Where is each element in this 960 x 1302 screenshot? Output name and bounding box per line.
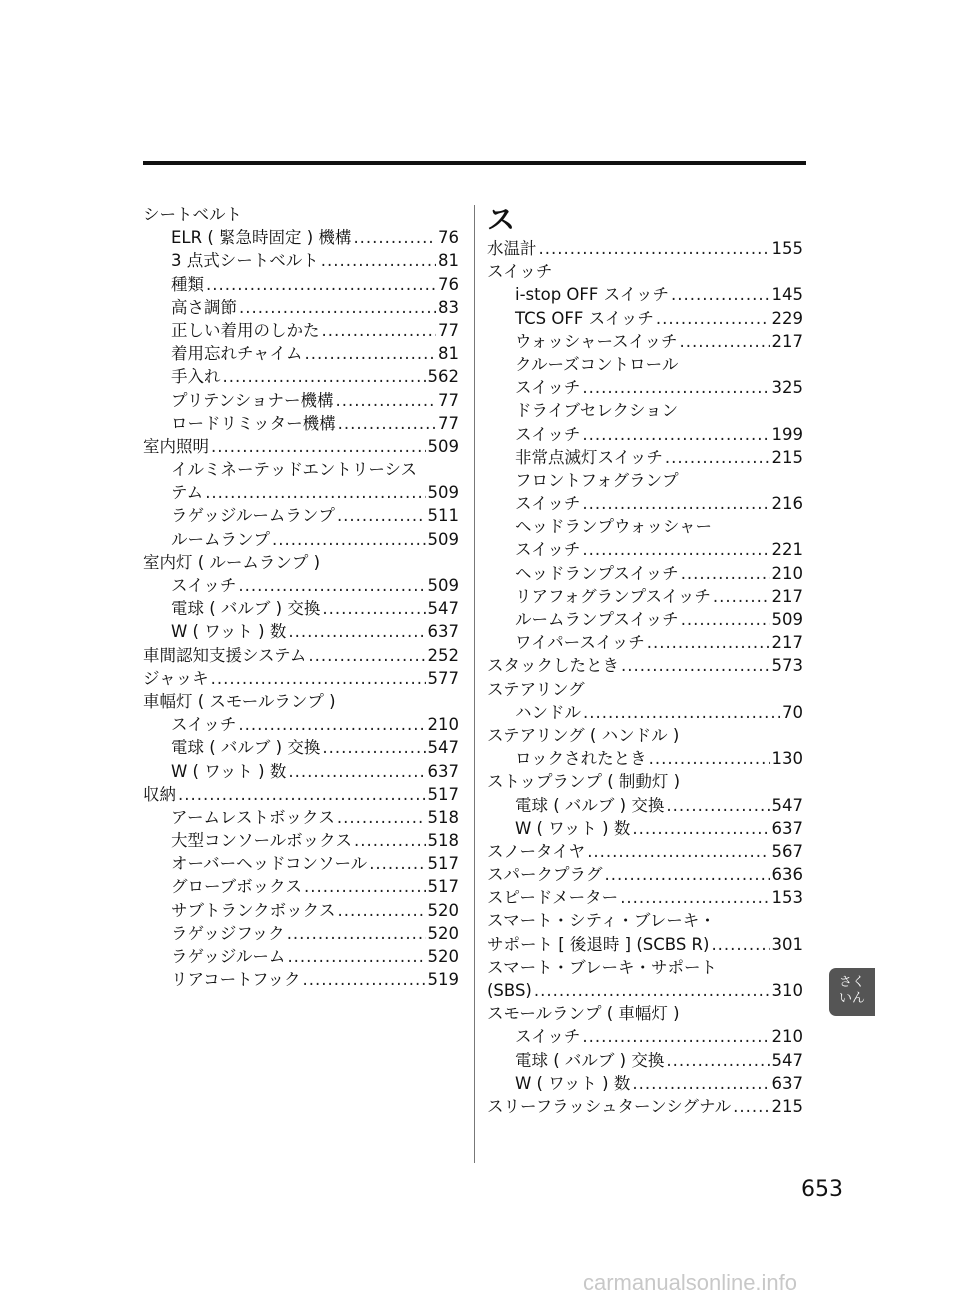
- entry-page: 511: [427, 506, 459, 526]
- entry-text: 電球 ( バルブ ) 交換: [515, 795, 665, 815]
- entry-page: 217: [771, 331, 803, 351]
- index-entry[interactable]: [487, 283, 803, 306]
- entry-page: 301: [771, 934, 803, 954]
- index-entry[interactable]: [143, 644, 459, 667]
- entry-page: 547: [427, 599, 459, 619]
- entry-text: ラゲッジルーム: [171, 947, 286, 966]
- entry-page: 518: [427, 807, 459, 827]
- dot-leader: [632, 1072, 769, 1095]
- index-entry[interactable]: [143, 829, 459, 852]
- entry-page: 519: [427, 970, 459, 990]
- entry-text: 正しい着用のしかた: [171, 320, 320, 340]
- entry-text: ELR ( 緊急時固定 ) 機構: [171, 228, 352, 248]
- index-entry[interactable]: [487, 863, 803, 886]
- entry-text: 車幅灯 ( スモールランプ ): [143, 691, 336, 711]
- index-entry[interactable]: [487, 1025, 803, 1048]
- dot-leader: [211, 435, 426, 458]
- entry-text: 室内照明: [143, 436, 209, 456]
- index-entry[interactable]: [143, 203, 459, 226]
- index-entry[interactable]: [487, 562, 803, 585]
- dot-leader: [338, 412, 436, 435]
- index-entry[interactable]: [143, 620, 459, 643]
- dot-leader: [211, 667, 426, 690]
- dot-leader: [337, 806, 426, 829]
- entry-page: 229: [771, 308, 803, 328]
- index-entry[interactable]: [143, 713, 459, 736]
- entry-page: 81: [438, 251, 459, 271]
- dot-leader: [272, 528, 426, 551]
- index-entry[interactable]: [143, 875, 459, 898]
- entry-text: ルームランプスイッチ: [515, 610, 679, 629]
- entry-text: 水温計: [487, 239, 537, 258]
- entry-text: イルミネーテッドエントリーシス: [171, 460, 418, 480]
- entry-page: 637: [427, 622, 459, 642]
- entry-page: 81: [438, 344, 459, 364]
- entry-page: 210: [771, 1027, 803, 1047]
- entry-text: テム: [171, 483, 204, 503]
- entry-page: 636: [771, 865, 803, 885]
- index-entry[interactable]: [143, 296, 459, 319]
- index-entry[interactable]: [143, 597, 459, 620]
- index-entry[interactable]: [487, 446, 803, 469]
- dot-leader: [369, 852, 425, 875]
- index-entry[interactable]: [487, 538, 803, 561]
- dot-leader: [337, 504, 426, 527]
- page-number: 653: [801, 1177, 843, 1202]
- top-rule: [143, 161, 806, 165]
- entry-page: 562: [427, 367, 459, 387]
- index-entry[interactable]: [487, 770, 803, 793]
- entry-text: 3 点式シートベルト: [171, 251, 319, 271]
- entry-page: 517: [427, 877, 459, 897]
- index-entry[interactable]: [143, 412, 459, 435]
- index-entry[interactable]: [143, 922, 459, 945]
- entry-page: 252: [427, 645, 459, 665]
- index-entry[interactable]: [487, 353, 803, 376]
- dot-leader: [322, 736, 425, 759]
- index-entry[interactable]: [487, 909, 803, 932]
- entry-page: 518: [427, 831, 459, 851]
- entry-text: W ( ワット ) 数: [171, 622, 287, 642]
- dot-leader: [665, 446, 770, 469]
- entry-page: 509: [427, 576, 459, 595]
- index-entry[interactable]: [143, 736, 459, 759]
- entry-text: スリーフラッシュターンシグナル: [487, 1096, 732, 1116]
- entry-text: グローブボックス: [171, 877, 303, 897]
- entry-page: 210: [771, 563, 803, 583]
- entry-text: ラゲッジフック: [171, 923, 285, 943]
- index-entry[interactable]: [487, 1072, 803, 1095]
- dot-leader: [656, 307, 770, 330]
- entry-text: ステアリング: [487, 679, 585, 699]
- entry-text: ウォッシャースイッチ: [515, 331, 678, 351]
- dot-leader: [178, 783, 426, 806]
- entry-text: ルームランプ: [171, 529, 270, 549]
- entry-text: 室内灯 ( ルームランプ ): [143, 552, 321, 572]
- dot-leader: [666, 1049, 769, 1072]
- dot-leader: [304, 875, 425, 898]
- entry-page: 547: [771, 1050, 803, 1070]
- index-entry[interactable]: [143, 574, 459, 597]
- entry-text: スイッチ: [171, 715, 237, 735]
- index-entry[interactable]: [143, 273, 459, 296]
- entry-page: 520: [427, 923, 459, 943]
- entry-text: スノータイヤ: [487, 841, 586, 861]
- entry-text: スイッチ: [515, 1027, 581, 1047]
- entry-text: ス: [487, 203, 516, 236]
- index-entry[interactable]: [487, 585, 803, 608]
- index-entry[interactable]: [487, 376, 803, 399]
- index-entry[interactable]: [487, 886, 803, 909]
- entry-text: ハンドル: [515, 702, 581, 722]
- index-entry[interactable]: [143, 458, 459, 481]
- entry-page: 577: [427, 668, 459, 688]
- entry-text: スイッチ: [515, 424, 581, 444]
- index-entry[interactable]: [143, 968, 459, 991]
- dot-leader: [620, 886, 769, 909]
- dot-leader: [713, 585, 770, 608]
- entry-text: オーバーヘッドコンソール: [171, 854, 368, 874]
- entry-page: 547: [771, 795, 803, 815]
- dot-leader: [338, 899, 426, 922]
- entry-text: リアフォグランプスイッチ: [515, 586, 711, 606]
- entry-text: フロントフォグランプ: [515, 470, 679, 490]
- entry-text: W ( ワット ) 数: [515, 1073, 631, 1093]
- dot-leader: [539, 237, 770, 260]
- entry-text: 大型コンソールボックス: [171, 831, 353, 851]
- index-column-right: [487, 203, 803, 1118]
- index-entry[interactable]: [487, 956, 803, 979]
- entry-text: スパークプラグ: [487, 865, 603, 885]
- dot-leader: [621, 654, 770, 677]
- index-entry[interactable]: [487, 979, 803, 1002]
- entry-text: 非常点滅灯スイッチ: [515, 447, 663, 467]
- index-entry[interactable]: [487, 399, 803, 422]
- dot-leader: [322, 597, 425, 620]
- side-tab-line1: さく: [838, 975, 865, 990]
- dot-leader: [666, 794, 769, 817]
- entry-page: 199: [771, 424, 803, 444]
- index-entry[interactable]: [487, 469, 803, 492]
- index-entry[interactable]: [487, 423, 803, 446]
- dot-leader: [733, 1095, 769, 1118]
- entry-text: ヘッドランプスイッチ: [515, 563, 679, 583]
- entry-page: 509: [771, 610, 803, 629]
- index-entry[interactable]: [487, 747, 803, 770]
- entry-text: 種類: [171, 274, 204, 294]
- index-entry[interactable]: [487, 330, 803, 353]
- index-entry[interactable]: [487, 678, 803, 701]
- column-divider: [474, 205, 475, 1163]
- entry-text: スピードメーター: [487, 888, 619, 908]
- index-entry[interactable]: [143, 365, 459, 388]
- dot-leader: [288, 620, 425, 643]
- entry-text: スイッチ: [487, 262, 553, 282]
- dot-leader: [287, 922, 426, 945]
- dot-leader: [681, 562, 770, 585]
- dot-leader: [287, 945, 425, 968]
- dot-leader: [582, 423, 769, 446]
- entry-page: 70: [782, 702, 803, 722]
- entry-text: サポート [ 後退時 ] (SCBS R): [487, 934, 710, 954]
- index-entry[interactable]: [487, 307, 803, 330]
- entry-page: 83: [438, 297, 459, 317]
- index-entry[interactable]: [487, 817, 803, 840]
- entry-text: スイッチ: [515, 540, 581, 560]
- index-entry[interactable]: [487, 724, 803, 747]
- dot-leader: [605, 863, 770, 886]
- dot-leader: [711, 933, 769, 956]
- index-entry[interactable]: [487, 1002, 803, 1025]
- entry-text: スイッチ: [515, 378, 581, 398]
- index-entry[interactable]: [143, 945, 459, 968]
- entry-page: 509: [427, 436, 459, 456]
- index-entry[interactable]: [143, 249, 459, 272]
- dot-leader: [321, 249, 436, 272]
- entry-page: 77: [438, 413, 459, 433]
- entry-page: 217: [771, 633, 803, 653]
- dot-leader: [335, 389, 436, 412]
- entry-page: 517: [427, 784, 459, 804]
- index-entry[interactable]: [487, 654, 803, 677]
- index-entry[interactable]: [487, 933, 803, 956]
- dot-leader: [649, 747, 770, 770]
- entry-page: 155: [771, 239, 803, 258]
- entry-page: 547: [427, 738, 459, 758]
- index-entry[interactable]: [143, 551, 459, 574]
- index-entry[interactable]: [487, 840, 803, 863]
- entry-text: プリテンショナー機構: [171, 390, 334, 410]
- dot-leader: [582, 1025, 769, 1048]
- index-entry[interactable]: [487, 631, 803, 654]
- side-tab-line2: いん: [838, 991, 865, 1006]
- index-entry[interactable]: [143, 319, 459, 342]
- dot-leader: [205, 481, 425, 504]
- entry-text: ロックされたとき: [515, 749, 647, 769]
- entry-page: 215: [771, 447, 803, 467]
- entry-text: アームレストボックス: [171, 807, 335, 827]
- entry-text: (SBS): [487, 981, 532, 1000]
- entry-text: リアコートフック: [171, 970, 301, 990]
- dot-leader: [534, 979, 770, 1002]
- entry-page: 130: [771, 749, 803, 769]
- index-entry[interactable]: [487, 515, 803, 538]
- entry-text: 電球 ( バルブ ) 交換: [515, 1050, 665, 1070]
- dot-leader: [288, 760, 425, 783]
- index-entry[interactable]: [143, 899, 459, 922]
- entry-text: ドライブセレクション: [515, 401, 679, 421]
- entry-page: 210: [427, 715, 459, 735]
- entry-page: 637: [771, 1073, 803, 1093]
- dot-leader: [206, 273, 436, 296]
- index-entry[interactable]: [487, 237, 803, 260]
- index-entry[interactable]: [487, 1049, 803, 1072]
- dot-leader: [239, 296, 436, 319]
- entry-text: ラゲッジルームランプ: [171, 506, 335, 526]
- dot-leader: [582, 492, 769, 515]
- index-entry[interactable]: [143, 504, 459, 527]
- entry-text: ストップランプ ( 制動灯 ): [487, 772, 681, 792]
- entry-text: TCS OFF スイッチ: [515, 308, 654, 328]
- entry-page: 77: [438, 320, 459, 340]
- entry-text: 着用忘れチャイム: [171, 344, 303, 364]
- entry-text: ステアリング ( ハンドル ): [487, 725, 680, 745]
- entry-page: 77: [438, 390, 459, 410]
- entry-page: 76: [438, 228, 459, 248]
- dot-leader: [632, 817, 769, 840]
- index-entry[interactable]: [143, 481, 459, 504]
- index-entry[interactable]: [143, 435, 459, 458]
- entry-page: 509: [427, 529, 459, 549]
- dot-leader: [305, 342, 436, 365]
- dot-leader: [223, 365, 426, 388]
- index-entry[interactable]: [143, 528, 459, 551]
- dot-leader: [681, 608, 770, 631]
- index-entry[interactable]: [143, 667, 459, 690]
- entry-text: 収納: [143, 784, 176, 804]
- dot-leader: [680, 330, 770, 353]
- entry-page: 567: [771, 841, 803, 861]
- index-entry[interactable]: [487, 794, 803, 817]
- index-entry[interactable]: [143, 389, 459, 412]
- entry-page: 573: [771, 656, 803, 676]
- index-entry[interactable]: [143, 783, 459, 806]
- entry-page: 520: [427, 947, 459, 966]
- entry-page: 215: [771, 1096, 803, 1116]
- entry-page: 153: [771, 888, 803, 908]
- entry-page: 216: [771, 494, 803, 514]
- entry-text: スイッチ: [171, 576, 237, 595]
- index-entry[interactable]: [487, 1095, 803, 1118]
- entry-text: スマート・ブレーキ・サポート: [487, 957, 718, 977]
- index-entry[interactable]: [487, 701, 803, 724]
- entry-text: ロードリミッター機構: [171, 413, 336, 433]
- entry-text: 手入れ: [171, 367, 221, 387]
- entry-text: 高さ調節: [171, 297, 237, 317]
- index-entry[interactable]: [487, 492, 803, 515]
- entry-page: 520: [427, 900, 459, 920]
- index-entry[interactable]: [143, 226, 459, 249]
- entry-page: 517: [427, 854, 459, 874]
- entry-page: 221: [771, 540, 803, 560]
- section-heading: [487, 203, 803, 237]
- dot-leader: [353, 226, 436, 249]
- dot-leader: [647, 631, 770, 654]
- dot-leader: [354, 829, 425, 852]
- entry-page: 145: [771, 285, 803, 305]
- entry-text: 車間認知支援システム: [143, 645, 307, 665]
- dot-leader: [671, 283, 770, 306]
- entry-text: スモールランプ ( 車幅灯 ): [487, 1004, 680, 1024]
- dot-leader: [582, 538, 769, 561]
- entry-page: 637: [427, 761, 459, 781]
- dot-leader: [303, 968, 426, 991]
- entry-text: ジャッキ: [143, 668, 209, 688]
- dot-leader: [322, 319, 437, 342]
- entry-page: 76: [438, 274, 459, 294]
- index-entry[interactable]: [143, 690, 459, 713]
- dot-leader: [582, 376, 769, 399]
- entry-text: ヘッドランプウォッシャー: [515, 517, 713, 537]
- index-entry[interactable]: [143, 806, 459, 829]
- entry-text: ワイパースイッチ: [515, 633, 645, 653]
- entry-text: サブトランクボックス: [171, 900, 336, 920]
- entry-page: 325: [771, 378, 803, 398]
- index-entry[interactable]: [143, 852, 459, 875]
- entry-page: 310: [771, 981, 803, 1000]
- entry-text: W ( ワット ) 数: [171, 761, 287, 781]
- entry-text: スマート・シティ・ブレーキ・: [487, 911, 716, 931]
- dot-leader: [583, 701, 780, 724]
- entry-text: スイッチ: [515, 494, 581, 514]
- index-entry[interactable]: [487, 608, 803, 631]
- entry-text: 電球 ( バルブ ) 交換: [171, 738, 321, 758]
- footer-watermark[interactable]: carmanualsonline.info: [583, 1270, 798, 1295]
- entry-text: W ( ワット ) 数: [515, 818, 631, 838]
- entry-text: i-stop OFF スイッチ: [515, 285, 669, 305]
- entry-page: 217: [771, 586, 803, 606]
- index-column-left: [143, 203, 459, 991]
- dot-leader: [238, 713, 425, 736]
- entry-text: 電球 ( バルブ ) 交換: [171, 599, 321, 619]
- entry-text: スタックしたとき: [487, 656, 619, 676]
- index-entry[interactable]: [143, 760, 459, 783]
- index-side-tab[interactable]: [829, 968, 875, 1016]
- index-entry[interactable]: [143, 342, 459, 365]
- dot-leader: [238, 574, 425, 597]
- entry-text: クルーズコントロール: [515, 354, 679, 374]
- index-entry[interactable]: [487, 260, 803, 283]
- entry-text: シートベルト: [143, 205, 242, 224]
- entry-page: 637: [771, 818, 803, 838]
- dot-leader: [587, 840, 769, 863]
- dot-leader: [308, 644, 425, 667]
- entry-page: 509: [427, 483, 459, 503]
